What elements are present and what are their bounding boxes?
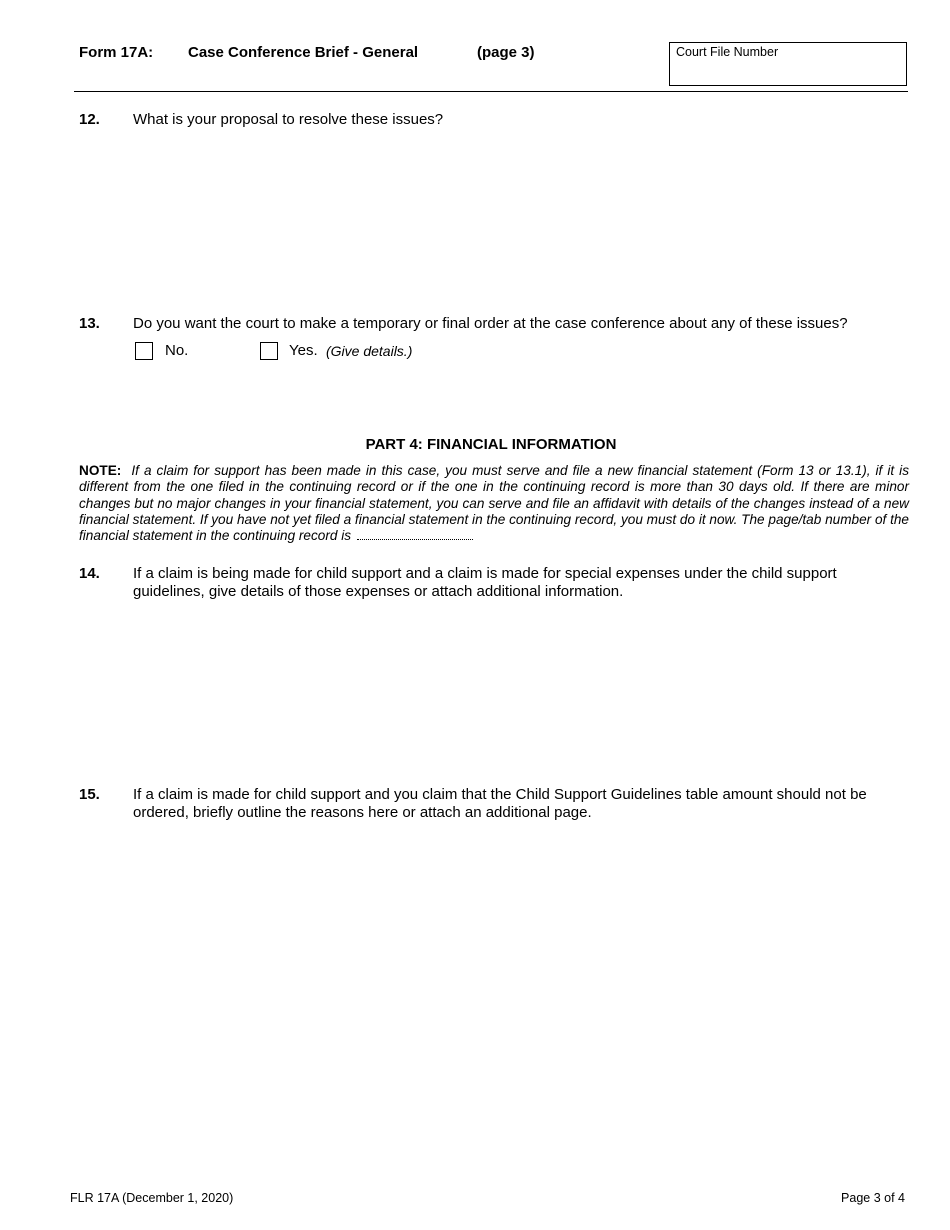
- question-12-text: What is your proposal to resolve these issues?: [133, 111, 444, 128]
- no-label: No.: [165, 342, 189, 359]
- court-file-number-field[interactable]: [669, 42, 907, 86]
- question-14-text: If a claim is being made for child support and a claim is made for special expenses under the child support guidelines, give details of those expenses or attach additional information.: [133, 565, 837, 600]
- page-reference: (page 3): [477, 44, 535, 61]
- question-12-number: 12.: [79, 111, 100, 128]
- note-label: NOTE:: [79, 463, 122, 478]
- yes-checkbox[interactable]: [260, 342, 278, 360]
- yes-label: Yes.: [289, 342, 318, 359]
- question-15-number: 15.: [79, 786, 100, 803]
- court-file-number-label: Court File Number: [676, 45, 779, 59]
- note-text: If a claim for support has been made in this case, you must serve and file a new financial statement (Form 13 or 13.1), if it is different from the one filed in the continuing record or if the one in the continuing record is more than 30 days old. If there are minor changes but no major changes in your financial statement, you can serve and file an affidavit with details of the changes instead of a new financial statement. If you have not yet filed a financial statement in the continuing record, you must do it now. The page/tab number of the financial statement in the continuing record is: [79, 463, 910, 544]
- page-number-footer: Page 3 of 4: [841, 1191, 905, 1205]
- page-tab-number-field[interactable]: [357, 529, 473, 540]
- header-divider: [74, 91, 908, 92]
- question-13-text: Do you want the court to make a temporary or final order at the case conference about any of these issues?: [133, 315, 848, 332]
- no-checkbox[interactable]: [135, 342, 153, 360]
- yes-details-hint: (Give details.): [326, 343, 413, 359]
- question-14-number: 14.: [79, 565, 100, 582]
- form-id-footer: FLR 17A (December 1, 2020): [70, 1191, 234, 1205]
- part-4-heading: PART 4: FINANCIAL INFORMATION: [365, 436, 617, 453]
- question-15-text: If a claim is made for child support and you claim that the Child Support Guidelines table amount should not be ordered, briefly outline the reasons here or attach an additional page.: [133, 786, 867, 821]
- question-12-answer-area[interactable]: [133, 134, 908, 304]
- question-15-answer-area[interactable]: [133, 826, 908, 1166]
- financial-note: [79, 463, 909, 544]
- form-title: Case Conference Brief - General: [188, 44, 419, 61]
- question-13-number: 13.: [79, 315, 100, 332]
- form-number: Form 17A:: [79, 44, 154, 61]
- question-14-answer-area[interactable]: [133, 605, 908, 775]
